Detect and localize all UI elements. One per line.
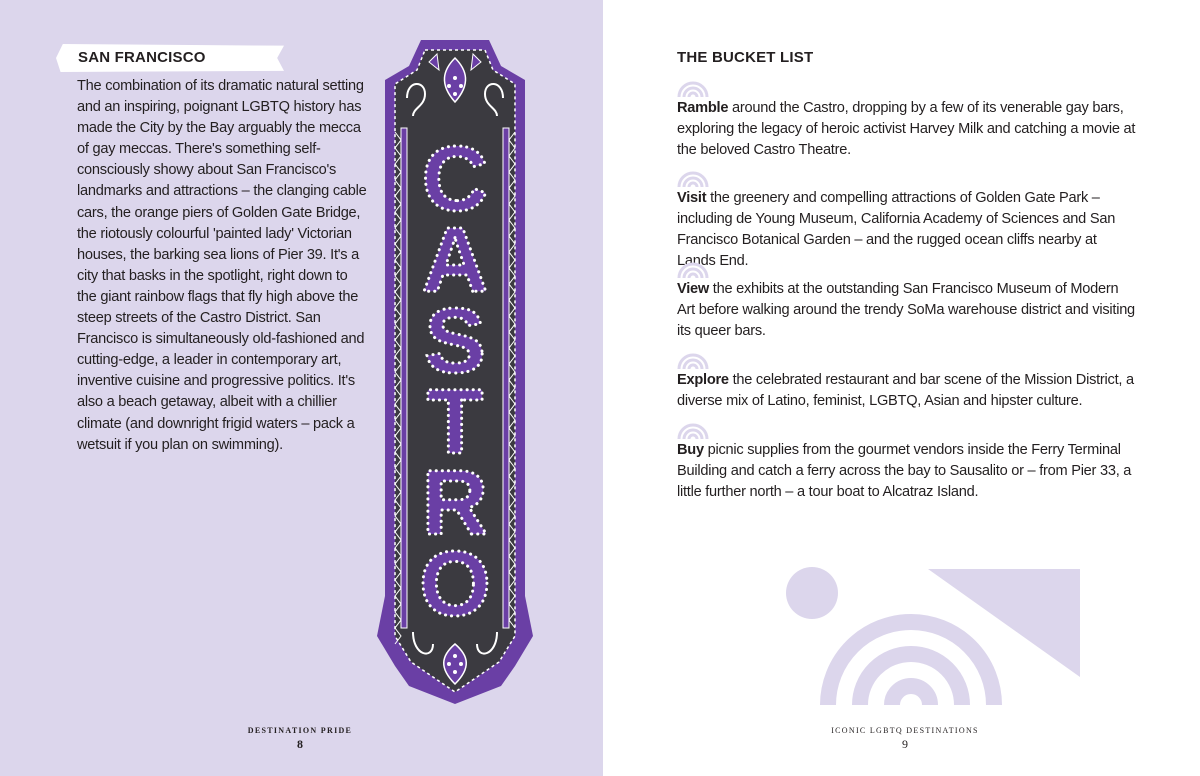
sign-letter-a: A <box>421 209 489 311</box>
bucket-list-verb: Visit <box>677 190 707 206</box>
bucket-list-description: the celebrated restaurant and bar scene of the Mission District, a diverse mix of Latino, feminist, LGBTQ, Asian and hipster culture. <box>677 372 1134 410</box>
bucket-list-verb: Buy <box>677 442 704 458</box>
bucket-list-description: the exhibits at the outstanding San Francisco Museum of Modern Art before walking around the trendy SoMa warehouse district and visiting its queer bars. <box>677 281 1135 340</box>
right-page-heading: THE BUCKET LIST <box>677 49 814 66</box>
bucket-list-text <box>677 98 1137 161</box>
bucket-list-description: picnic supplies from the gourmet vendors inside the Ferry Terminal Building and catch a ferry across the bay to Sausalito or – from Pier 33, a little further north – a tour boat to Alcatraz Island. <box>677 442 1132 501</box>
decorative-triangle <box>928 569 1080 677</box>
bucket-list-item <box>677 80 1137 161</box>
bucket-list-item <box>677 352 1137 412</box>
decorative-graphic <box>780 565 1085 710</box>
bucket-list-verb: View <box>677 281 709 297</box>
sign-letter-r: R <box>421 452 489 554</box>
sign-letter-c: C <box>421 128 489 230</box>
left-page-body: The combination of its dramatic natural setting and an inspiring, poignant LGBTQ history has made the City by the Bay arguably the mecca of gay meccas. There's something self-consciously showy about San Francisco's landmarks and attractions – the clanging cable cars, the orange piers of Golden Gate Bridge, the riotously colourful 'painted lady' Victorian houses, the barking sea lions of Pier 39. It's a city that basks in the spotlight, right down to the giant rainbow flags that fly high above the steep streets of the Castro District. San Francisco is simultaneously old-fashioned and cutting-edge, a leader in contemporary art, inventive cuisine and progressive politics. It's also a beach getaway, albeit with a chillier climate (and downright frigid waters – pack a wetsuit if you plan on swimming). <box>77 78 367 453</box>
rainbow-arc-icon <box>677 80 709 97</box>
decorative-rainbow <box>828 622 994 705</box>
bucket-list-text <box>677 279 1137 342</box>
sign-letter-t: T <box>426 371 484 473</box>
bucket-list-text <box>677 370 1137 412</box>
sign-letter-o: O <box>419 533 491 635</box>
right-page-number: 9 <box>902 737 908 751</box>
bucket-list-verb: Ramble <box>677 100 729 116</box>
rainbow-arc-icon <box>677 261 709 278</box>
bucket-list-description: around the Castro, dropping by a few of its venerable gay bars, exploring the legacy of heroic activist Harvey Milk and catching a movie at the beloved Castro Theatre. <box>677 100 1136 159</box>
bucket-list-item <box>677 170 1137 272</box>
rainbow-arc-icon <box>677 170 709 187</box>
left-folio <box>230 726 370 752</box>
decorative-circle <box>786 567 838 619</box>
bucket-list-item <box>677 422 1137 503</box>
rainbow-arc-icon <box>677 352 709 369</box>
left-page-number: 8 <box>297 737 303 751</box>
bucket-list-text <box>677 188 1137 272</box>
left-page-heading: SAN FRANCISCO <box>78 49 206 66</box>
bucket-list-verb: Explore <box>677 372 729 388</box>
bucket-list-item <box>677 261 1137 342</box>
bucket-list-text <box>677 440 1137 503</box>
rainbow-arc-icon <box>677 422 709 439</box>
bucket-list-description: the greenery and compelling attractions of Golden Gate Park – including de Young Museum, California Academy of Sciences and San Francisco Botanical Garden – and the rugged ocean cliffs nearby at Lands End. <box>677 190 1116 270</box>
left-folio-title: DESTINATION PRIDE <box>247 726 353 735</box>
castro-sign-illustration <box>377 36 533 706</box>
right-folio <box>790 726 1020 752</box>
right-folio-title: ICONIC LGBTQ DESTINATIONS <box>831 726 979 735</box>
sign-letter-s: S <box>424 290 486 392</box>
